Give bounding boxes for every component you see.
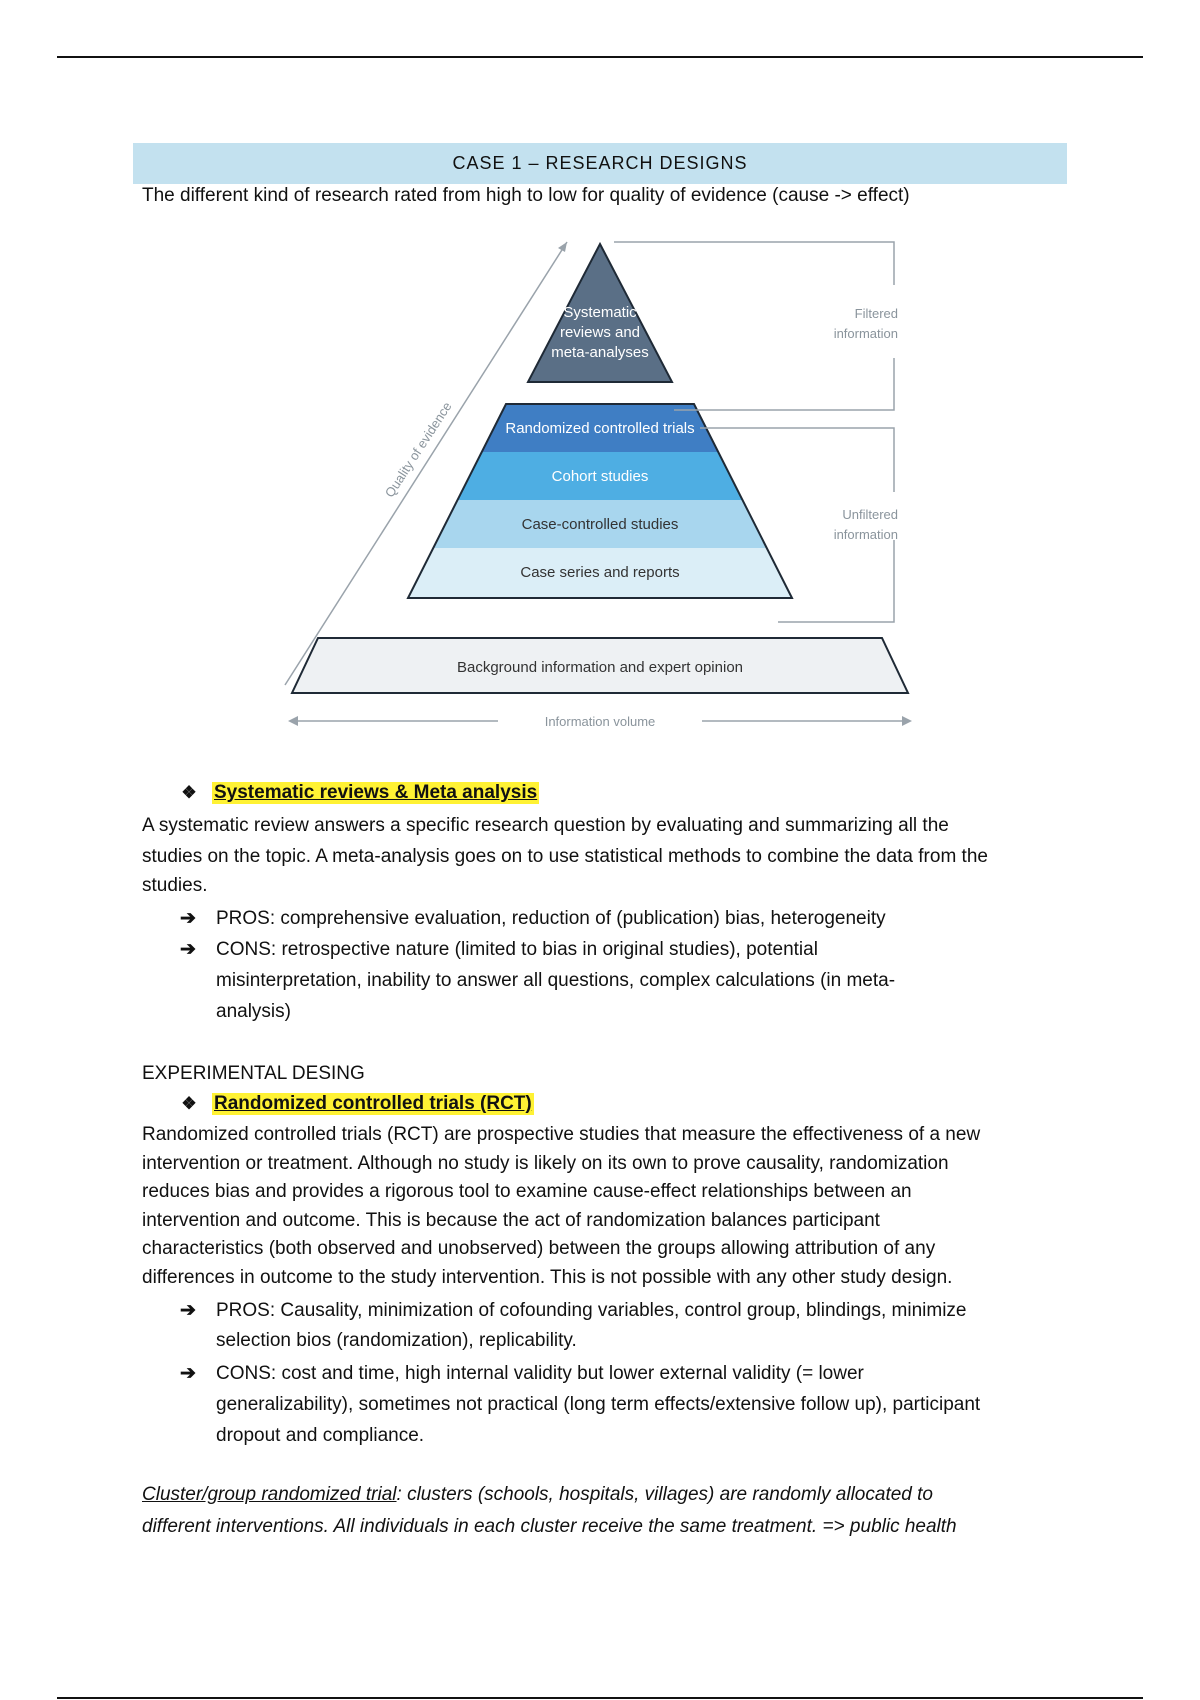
section1-line: A systematic review answers a specific research question by evaluating and summarizing all the bbox=[142, 815, 949, 836]
section1-pros bbox=[180, 903, 1060, 934]
pyramid-base-label: Background information and expert opinion bbox=[456, 659, 744, 676]
cons-line: analysis) bbox=[216, 1001, 291, 1022]
volume-label: Information volume bbox=[544, 714, 656, 729]
section1-line: studies. bbox=[142, 875, 208, 896]
evidence-pyramid-diagram bbox=[270, 230, 930, 740]
arrow-bullet-icon: ➔ bbox=[180, 939, 196, 960]
section1-line: studies on the topic. A meta-analysis goes on to use statistical methods to combine the data from the bbox=[142, 846, 988, 867]
section2-pros-text bbox=[216, 1296, 1060, 1356]
page-title-bar bbox=[133, 143, 1067, 184]
section2-line: reduces bias and provides a rigorous tool to examine cause-effect relationships between an bbox=[142, 1181, 912, 1202]
diamond-bullet-icon: ❖ bbox=[181, 783, 197, 802]
cons-line: dropout and compliance. bbox=[216, 1425, 425, 1446]
tier-rct-label: Randomized controlled trials bbox=[505, 420, 695, 437]
filtered-bracket-lower bbox=[674, 358, 894, 410]
pyramid-top-label-2: reviews and bbox=[559, 324, 641, 341]
quality-axis-arrowhead bbox=[558, 242, 567, 252]
section2-cons bbox=[180, 1358, 1060, 1451]
arrow-bullet-icon: ➔ bbox=[180, 908, 196, 929]
arrow-bullet-icon: ➔ bbox=[180, 1300, 196, 1321]
section1-heading bbox=[180, 782, 539, 804]
filtered-label-1: Filtered bbox=[854, 306, 898, 321]
section2-line: intervention and outcome. This is because the act of randomization balances participant bbox=[142, 1209, 880, 1231]
section2-heading-text: Randomized controlled trials (RCT) bbox=[214, 1093, 532, 1114]
section2-pros bbox=[180, 1296, 1060, 1356]
cons-line: CONS: cost and time, high internal validity but lower external validity (= lower bbox=[216, 1363, 864, 1384]
section1-heading-text: Systematic reviews & Meta analysis bbox=[214, 782, 538, 803]
volume-arrowhead-right bbox=[902, 716, 912, 726]
pyramid-top-label-1: Systematic bbox=[563, 304, 637, 321]
cluster-line-2: different interventions. All individuals in each cluster receive the same treatment. => public health bbox=[142, 1516, 957, 1537]
section1-pros-text: PROS: comprehensive evaluation, reduction of (publication) bias, heterogeneity bbox=[216, 908, 886, 929]
cons-line: generalizability), sometimes not practical (long term effects/extensive follow up), participant bbox=[216, 1394, 981, 1415]
section2-line: differences in outcome to the study intervention. This is not possible with any other study design. bbox=[142, 1266, 953, 1288]
page-title: CASE 1 – RESEARCH DESIGNS bbox=[452, 153, 748, 173]
cluster-trial-paragraph bbox=[142, 1479, 1072, 1543]
section1-cons-text bbox=[216, 934, 1060, 1027]
pros-line: selection bios (randomization), replicability. bbox=[216, 1330, 577, 1351]
section2-line: Randomized controlled trials (RCT) are prospective studies that measure the effectiveness of a new bbox=[142, 1124, 981, 1145]
section2-heading bbox=[180, 1093, 534, 1115]
cons-line: misinterpretation, inability to answer all questions, complex calculations (in meta- bbox=[216, 970, 896, 991]
section2-paragraph bbox=[142, 1121, 1072, 1292]
intro-text: The different kind of research rated from high to low for quality of evidence (cause -> effect) bbox=[142, 185, 910, 206]
filtered-label-2: information bbox=[833, 326, 898, 341]
cluster-term: Cluster/group randomized trial bbox=[142, 1484, 397, 1505]
section2-line: intervention or treatment. Although no study is likely on its own to prove causality, randomization bbox=[142, 1152, 949, 1174]
section1-cons bbox=[180, 934, 1060, 1027]
cluster-line-1 bbox=[142, 1479, 1072, 1511]
section2-cons-text bbox=[216, 1358, 1060, 1451]
volume-arrowhead-left bbox=[288, 716, 298, 726]
pyramid-top-label-3: meta-analyses bbox=[551, 344, 649, 361]
pros-line: PROS: Causality, minimization of cofounding variables, control group, blindings, minimize bbox=[216, 1300, 967, 1321]
tier-case-controlled-label: Case-controlled studies bbox=[521, 516, 679, 533]
unfiltered-bracket-lower bbox=[778, 540, 894, 622]
cons-line: CONS: retrospective nature (limited to bias in original studies), potential bbox=[216, 939, 818, 960]
experimental-design-label: EXPERIMENTAL DESING bbox=[142, 1063, 365, 1084]
top-rule bbox=[57, 56, 1143, 58]
section2-line: characteristics (both observed and unobserved) between the groups allowing attribution of any bbox=[142, 1238, 936, 1259]
tier-cohort-label: Cohort studies bbox=[551, 468, 649, 485]
bottom-rule bbox=[57, 1697, 1143, 1699]
unfiltered-label-2: information bbox=[833, 527, 898, 542]
tier-case-series-label: Case series and reports bbox=[520, 564, 680, 581]
section1-paragraph bbox=[142, 810, 1072, 900]
filtered-bracket bbox=[614, 242, 894, 285]
unfiltered-label-1: Unfiltered bbox=[842, 507, 898, 522]
diamond-bullet-icon: ❖ bbox=[181, 1094, 197, 1113]
cluster-definition: : clusters (schools, hospitals, villages) are randomly allocated to bbox=[396, 1484, 933, 1505]
arrow-bullet-icon: ➔ bbox=[180, 1363, 196, 1384]
quality-axis-label: Quality of evidence bbox=[381, 399, 455, 501]
